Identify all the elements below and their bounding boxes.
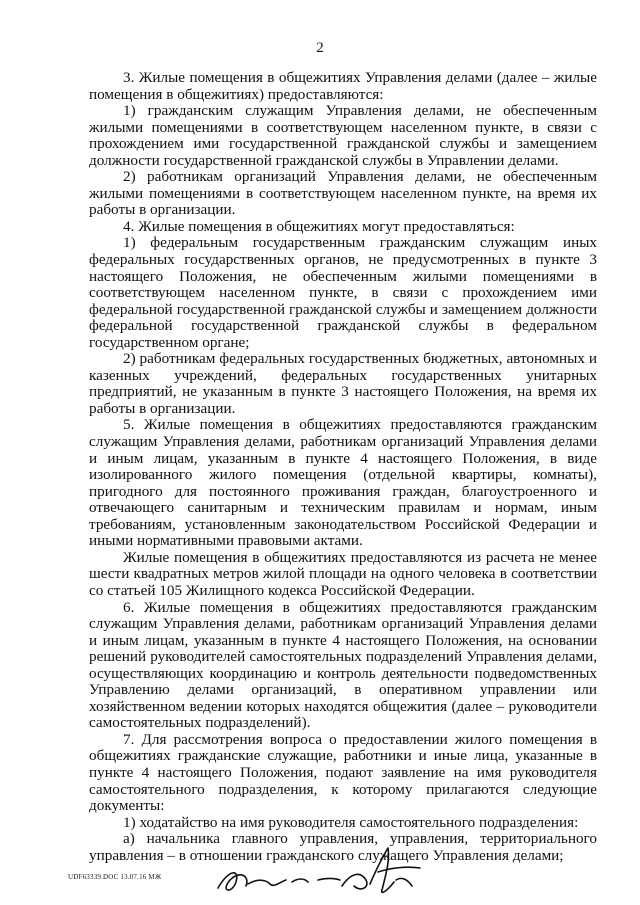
handwritten-signature [210,840,430,900]
paragraph: 2) работникам федеральных государственных бюджетных, автономных и казенных учреждений, федеральных государственных унитарных предприятий, не указанным в пункте 3 настоящего Положения, на время их работы в организации. [89,350,597,417]
paragraph: 4. Жилые помещения в общежитиях могут предоставляться: [123,217,515,235]
paragraph: 5. Жилые помещения в общежитиях предоставляются гражданским служащим Управления делами, работникам организаций Управления делами и иным лицам, указанным в пункте 4 настоящего Положения, в виде изолированного жилого помещения (отдельной квартиры, комнаты), пригодного для постоянного проживания граждан, благоустроенного и отвечающего санитарным и техническим правилам и нормам, иным требованиям, установленным законодательством Российской Федерации и иными нормативными правовыми актами. [89,416,597,550]
paragraph: 1) ходатайство на имя руководителя самостоятельного подразделения: [123,813,579,831]
paragraph: 1) гражданским служащим Управления делами, не обеспеченным жилыми помещениями в соответствующем населенном пункте, в связи с прохождением ими государственной гражданской службы и замещением должности государственной гражданской службы в Управлении делами. [89,102,597,169]
page-number: 2 [316,40,324,56]
paragraph: 1) федеральным государственным гражданским служащим иных федеральных государственных органов, не предусмотренных в пункте 3 настоящего Положения, не обеспеченным жилыми помещениями в соответствующем населенном пункте, в связи с прохождением ими федеральной государственной гражданской службы и замещением должности федеральной государственной гражданской службы в федеральном государственном органе; [89,234,597,351]
paragraph: 2) работникам организаций Управления делами, не обеспеченным жилыми помещениями в соответствующем населенном пункте, на время их работы в организации. [89,168,597,219]
paragraph: Жилые помещения в общежитиях предоставляются из расчета не менее шести квадратных метров жилой площади на одного человека в соответствии со статьей 105 Жилищного кодекса Российской Федерации. [89,548,597,599]
paragraph: 6. Жилые помещения в общежитиях предоставляются гражданским служащим Управления делами, работникам организаций Управления делами и иным лицам, указанным в пункте 4 настоящего Положения, на основании решений руководителей самостоятельных подразделений Управления делами, осуществляющих координацию и контроль деятельности подведомственных Управлению делами организаций, в оперативном управлении или хозяйственном ведении которых находятся общежития (далее – руководители самостоятельных подразделений). [89,598,597,732]
paragraph: а) начальника главного управления, управления, территориального управления – в отношении гражданского служащего Управления делами; [89,830,597,864]
paragraph: 3. Жилые помещения в общежитиях Управления делами (далее – жилые помещения в общежитиях) предоставляются: [89,69,597,103]
body-text [89,70,597,864]
paragraph: 7. Для рассмотрения вопроса о предоставлении жилого помещения в общежитиях гражданские служащие, работники и иные лица, указанные в пункте 4 настоящего Положения, подают заявление на имя руководителя самостоятельного подразделения, к которому прилагаются следующие документы: [89,730,597,815]
file-footer: UDF63339.DOC 13.07.16 МЖ [68,873,162,881]
